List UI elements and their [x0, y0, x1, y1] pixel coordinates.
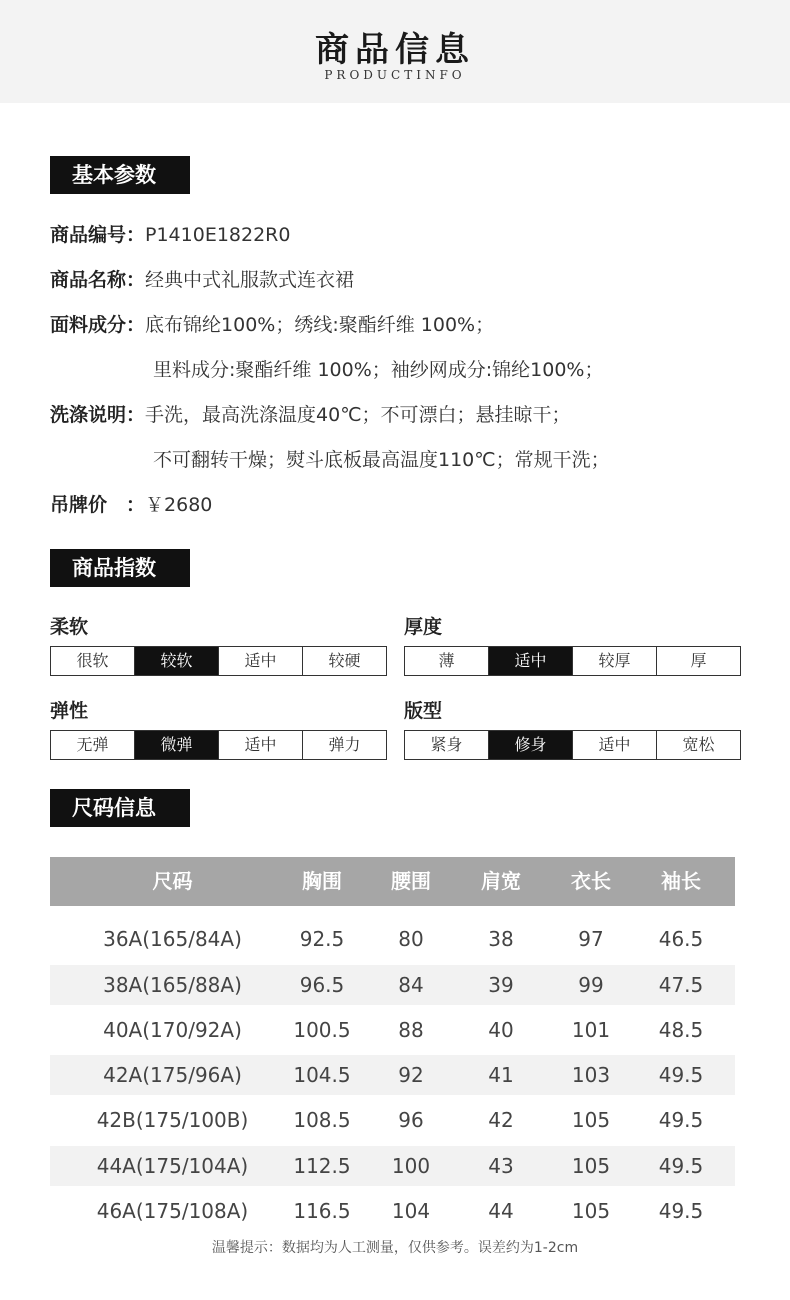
index-option-elastic: 适中 — [219, 731, 303, 759]
param-price-value: ￥2680 — [145, 494, 213, 516]
index-option-fit: 宽松 — [682, 735, 715, 754]
size-cell: 47.5 — [658, 973, 704, 997]
index-option-fit: 适中 — [573, 731, 657, 759]
size-cell: 49.5 — [658, 1063, 704, 1087]
index-label-soft: 柔软 — [50, 616, 89, 638]
size-table-row — [50, 919, 735, 959]
size-column-header: 袖长 — [661, 869, 701, 893]
size-cell: 112.5 — [293, 1154, 351, 1178]
size-cell: 116.5 — [293, 1199, 351, 1223]
param-code — [50, 220, 290, 250]
size-table-row — [50, 1055, 735, 1095]
size-cell: 92 — [398, 1063, 424, 1087]
size-cell: 108.5 — [293, 1108, 351, 1132]
size-column-header: 肩宽 — [481, 869, 521, 893]
index-option-soft: 较软 — [135, 647, 219, 675]
size-cell: 80 — [398, 927, 424, 951]
index-option-soft: 适中 — [219, 647, 303, 675]
index-label-elastic: 弹性 — [50, 700, 89, 722]
index-option-thick: 较厚 — [573, 647, 657, 675]
page-title: 商品信息 — [315, 30, 475, 70]
size-cell: 40 — [488, 1018, 514, 1042]
section-label-size: 尺码信息 — [50, 789, 190, 827]
size-table-row — [50, 965, 735, 1005]
param-code-value: P1410E1822R0 — [145, 224, 291, 246]
size-table-row — [50, 1191, 735, 1231]
size-cell: 40A(170/92A) — [103, 1018, 242, 1042]
size-cell: 42A(175/96A) — [103, 1063, 242, 1087]
size-cell: 100 — [391, 1154, 431, 1178]
index-label-thick: 厚度 — [404, 616, 443, 638]
size-note: 温馨提示：数据均为人工测量，仅供参考。误差约为1-2cm — [211, 1240, 579, 1256]
section-label-basic: 基本参数 — [50, 156, 190, 194]
size-cell: 99 — [578, 973, 604, 997]
page-subtitle: PRODUCTINFO — [324, 68, 466, 82]
param-fabric-value-cont: 里料成分:聚酯纤维 100%；袖纱网成分:锦纶100%； — [153, 359, 604, 381]
param-price — [50, 490, 212, 520]
size-cell: 36A(165/84A) — [103, 927, 242, 951]
size-cell: 42B(175/100B) — [96, 1108, 249, 1132]
size-cell: 44 — [488, 1199, 514, 1223]
size-cell: 39 — [488, 973, 514, 997]
size-cell: 38A(165/88A) — [103, 973, 242, 997]
size-table-header — [50, 857, 735, 906]
index-scale-soft — [50, 646, 387, 676]
size-column-header: 尺码 — [152, 869, 193, 893]
size-cell: 49.5 — [658, 1108, 704, 1132]
size-cell: 42 — [488, 1108, 514, 1132]
size-cell: 101 — [571, 1018, 611, 1042]
size-table-row — [50, 1010, 735, 1050]
size-cell: 104.5 — [293, 1063, 351, 1087]
section-label-index: 商品指数 — [50, 549, 190, 587]
param-fabric-key: 面料成分： — [50, 314, 146, 336]
index-option-soft: 较硬 — [328, 651, 361, 670]
index-option-elastic: 无弹 — [51, 731, 135, 759]
param-name-key: 商品名称： — [50, 269, 146, 291]
size-column-header: 腰围 — [391, 869, 431, 893]
size-cell: 41 — [488, 1063, 514, 1087]
index-scale-fit — [404, 730, 741, 760]
index-option-thick: 适中 — [489, 647, 573, 675]
size-cell: 44A(175/104A) — [96, 1154, 249, 1178]
size-cell: 97 — [578, 927, 604, 951]
page-header — [0, 0, 790, 103]
index-option-soft: 很软 — [51, 647, 135, 675]
size-cell: 38 — [488, 927, 514, 951]
index-scale-elastic — [50, 730, 387, 760]
size-cell: 88 — [398, 1018, 424, 1042]
param-wash-value: 手洗，最高洗涤温度40℃；不可漂白；悬挂晾干； — [145, 404, 571, 426]
index-option-thick: 厚 — [690, 651, 707, 670]
size-cell: 92.5 — [299, 927, 345, 951]
size-cell: 100.5 — [293, 1018, 351, 1042]
param-fabric — [50, 310, 494, 340]
index-option-thick: 薄 — [405, 647, 489, 675]
size-cell: 43 — [488, 1154, 514, 1178]
size-cell: 49.5 — [658, 1199, 704, 1223]
size-cell: 46A(175/108A) — [96, 1199, 249, 1223]
index-scale-thick — [404, 646, 741, 676]
index-option-fit: 紧身 — [405, 731, 489, 759]
size-cell: 84 — [398, 973, 424, 997]
param-price-key: 吊牌价 ： — [50, 494, 146, 516]
size-cell: 48.5 — [658, 1018, 704, 1042]
index-option-elastic: 弹力 — [328, 735, 361, 754]
index-option-fit: 修身 — [489, 731, 573, 759]
size-cell: 104 — [391, 1199, 431, 1223]
size-cell: 96 — [398, 1108, 424, 1132]
size-cell: 105 — [571, 1154, 611, 1178]
param-wash-value-cont: 不可翻转干燥；熨斗底板最高温度110℃；常规干洗； — [153, 449, 610, 471]
param-fabric-value: 底布锦纶100%；绣线:聚酯纤维 100%； — [145, 314, 495, 336]
param-code-key: 商品编号： — [50, 224, 146, 246]
size-cell: 105 — [571, 1108, 611, 1132]
size-table-row — [50, 1146, 735, 1186]
size-cell: 103 — [571, 1063, 611, 1087]
size-cell: 96.5 — [299, 973, 345, 997]
size-cell: 105 — [571, 1199, 611, 1223]
size-column-header: 胸围 — [302, 869, 342, 893]
size-column-header: 衣长 — [571, 869, 611, 893]
size-table-row — [50, 1100, 735, 1140]
param-name — [50, 265, 354, 295]
size-cell: 49.5 — [658, 1154, 704, 1178]
size-cell: 46.5 — [658, 927, 704, 951]
index-option-elastic: 微弹 — [135, 731, 219, 759]
param-wash — [50, 400, 571, 430]
index-label-fit: 版型 — [404, 700, 443, 722]
param-wash-key: 洗涤说明： — [50, 404, 146, 426]
param-name-value: 经典中式礼服款式连衣裙 — [145, 269, 355, 291]
